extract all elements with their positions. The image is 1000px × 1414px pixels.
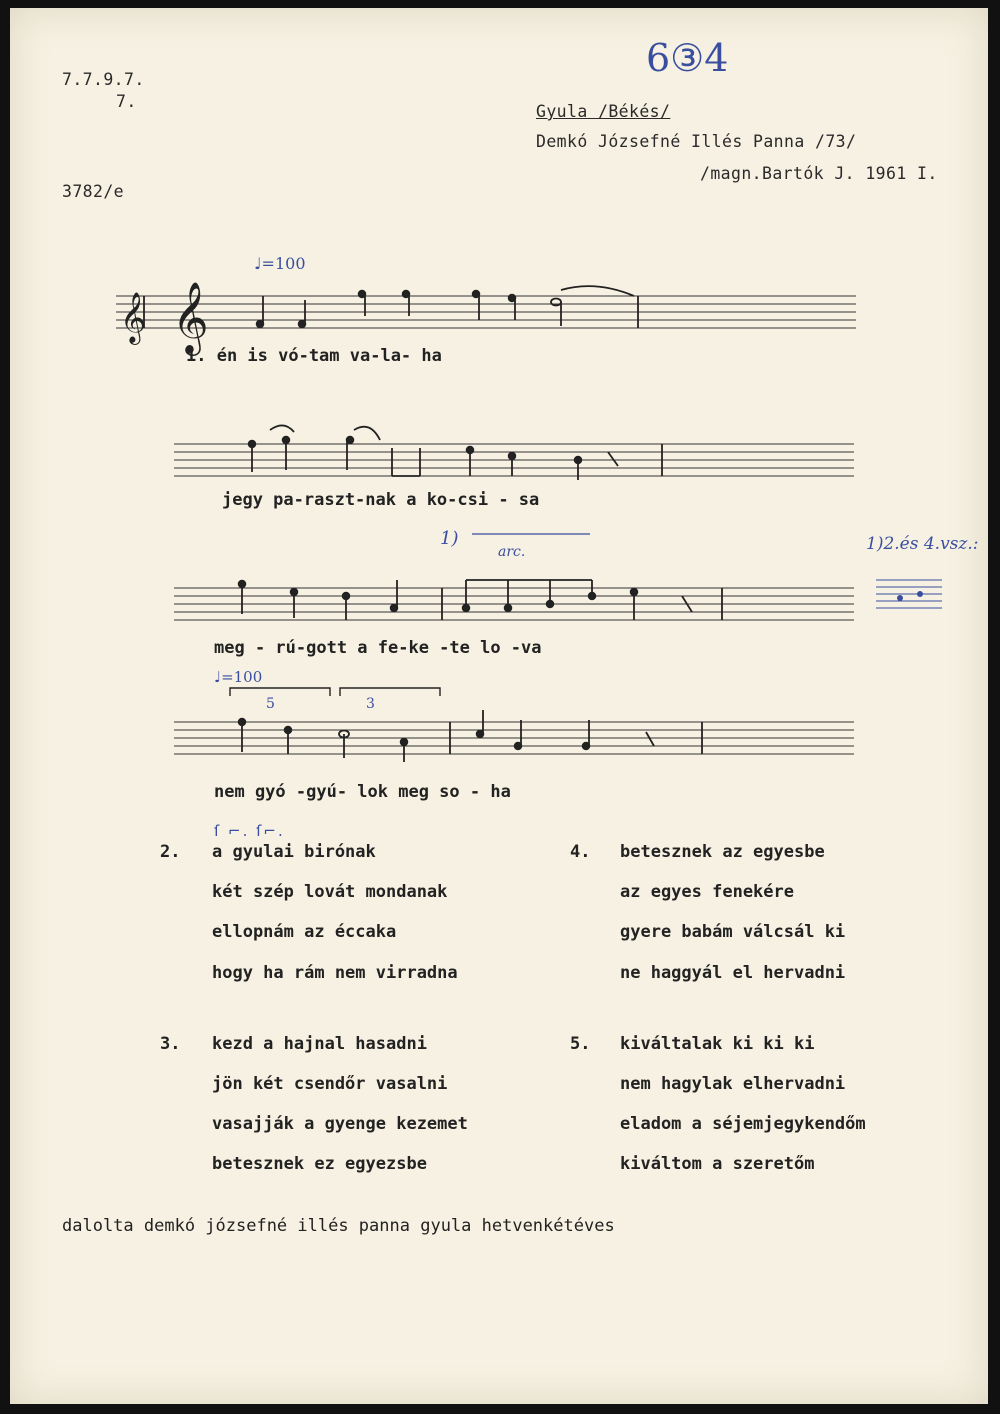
meter-line-2: 7.: [116, 92, 137, 111]
verse-line: hogy ha rám nem virradna: [212, 963, 458, 983]
verse-line: kiváltalak ki ki ki: [620, 1034, 815, 1054]
verse-number: 3.: [160, 1034, 181, 1054]
svg-text:𝄞: 𝄞: [172, 280, 209, 353]
verse-line: betesznek az egyesbe: [620, 842, 825, 862]
verse-line: gyere babám válcsál ki: [620, 922, 846, 942]
verse-number: 5.: [570, 1034, 591, 1054]
verse-line: nem hagylak elhervadni: [620, 1074, 846, 1094]
lyric-line-1: 1. én is vó-tam va-la- ha: [186, 346, 442, 366]
verse-line: eladom a séjemjegykendőm: [620, 1114, 866, 1134]
margin-staff: [876, 574, 946, 614]
verse-line: vasajják a gyenge kezemet: [212, 1114, 468, 1134]
margin-note: 1)2.és 4.vsz.:: [866, 534, 979, 554]
verse-line: az egyes fenekére: [620, 882, 794, 902]
footnote-marker: 1): [440, 528, 459, 549]
verse-line: kezd a hajnal hasadni: [212, 1034, 427, 1054]
tempo-mark-1: ♩=100: [254, 254, 306, 273]
catalog-number: 3782/e: [62, 182, 125, 201]
rhythm-marks: ſ ⌐. ſ⌐.: [214, 822, 285, 840]
tuplet-5: 5: [266, 696, 275, 712]
verse-line: jön két csendőr vasalni: [212, 1074, 448, 1094]
place: Gyula /Békés/: [536, 102, 671, 121]
verse-line: a gyulai birónak: [212, 842, 376, 862]
footnote-line: [472, 530, 592, 540]
footer-note: dalolta demkó józsefné illés panna gyula hetvenkétéves: [62, 1216, 615, 1236]
verse-number: 2.: [160, 842, 181, 862]
meter-line-1: 7.7.9.7.: [62, 70, 145, 89]
lyric-line-2: jegy pa-raszt-nak a ko-csi - sa: [222, 490, 540, 510]
singer: Demkó Józsefné Illés Panna /73/: [536, 132, 857, 151]
verse-line: ellopnám az éccaka: [212, 922, 397, 942]
tempo-mark-2: ♩=100: [214, 668, 263, 686]
tuplet-3: 3: [366, 696, 375, 712]
verse-number: 4.: [570, 842, 591, 862]
staff-4: [174, 702, 854, 792]
lyric-line-4: nem gyó -gyú- lok meg so - ha: [214, 782, 511, 802]
verse-line: két szép lovát mondanak: [212, 882, 448, 902]
verse-line: betesznek ez egyezsbe: [212, 1154, 427, 1174]
verse-line: kiváltom a szeretőm: [620, 1154, 815, 1174]
verse-line: ne haggyál el hervadni: [620, 963, 846, 983]
recording-info: /magn.Bartók J. 1961 I.: [700, 164, 938, 183]
page-mark: 6③4: [646, 36, 729, 80]
lyric-line-3: meg - rú-gott a fe-ke -te lo -va: [214, 638, 542, 658]
archival-sheet: [10, 8, 988, 1404]
arc-mark: arc.: [498, 544, 526, 560]
treble-clef-icon: 𝄞: [120, 292, 147, 343]
